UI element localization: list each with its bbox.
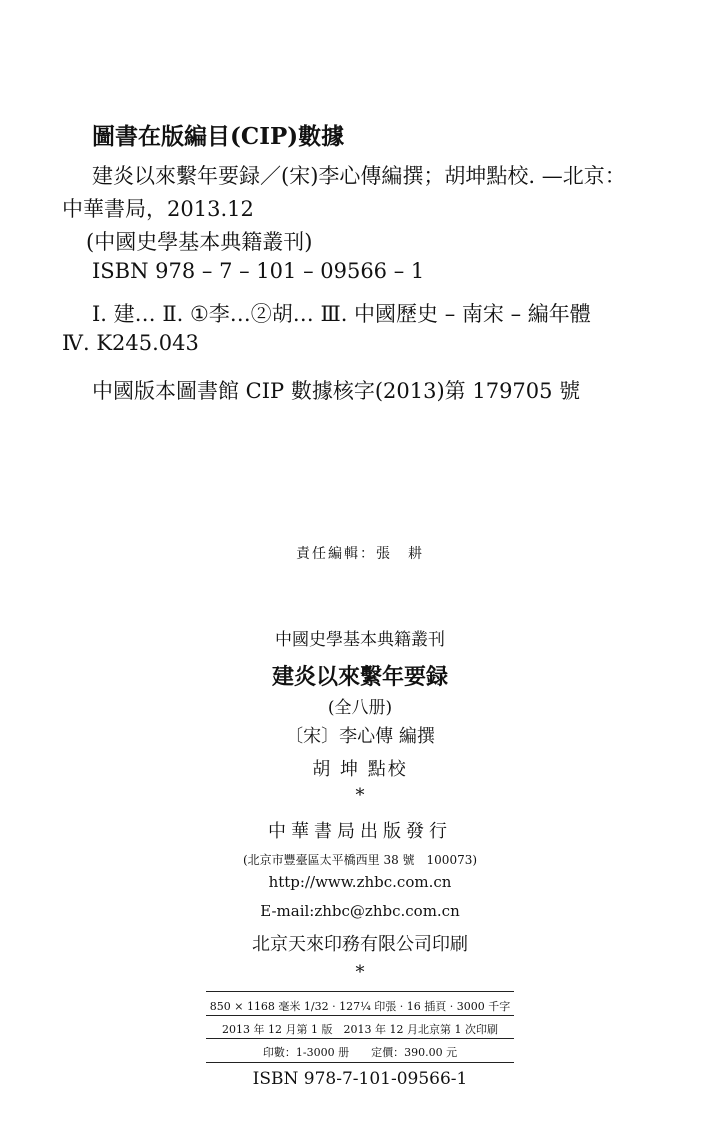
publisher-email: E-mail:zhbc@zhbc.com.cn (260, 902, 460, 920)
print-run-price: 印數：1-3000 册 定價：390.00 元 (262, 1046, 458, 1059)
responsible-editor: 責任編輯：張 耕 (296, 546, 424, 562)
author-line: 〔宋〕李心傳 編撰 (285, 726, 435, 747)
cip-line-3: (中國史學基本典籍叢刊) (86, 230, 313, 254)
cip-line-7: 中國版本圖書館 CIP 數據核字(2013)第 179705 號 (92, 379, 581, 403)
cip-line-2: 中華書局，2013.12 (62, 197, 254, 221)
volume-count: (全八册) (327, 698, 393, 718)
cip-line-4: ISBN 978 – 7 – 101 – 09566 – 1 (92, 259, 425, 283)
series-name: 中國史學基本典籍叢刊 (275, 630, 445, 650)
publisher-line: 中華書局出版發行 (268, 821, 452, 842)
divider-rule (206, 1038, 514, 1039)
printer-line: 北京天來印務有限公司印刷 (252, 934, 468, 955)
divider-rule (206, 1015, 514, 1016)
format-spec: 850 × 1168 毫米 1/32 · 127¼ 印張 · 16 插頁 · 3000 千字 (209, 1000, 511, 1013)
divider-rule (206, 1062, 514, 1063)
cip-heading: 圖書在版編目(CIP)數據 (92, 123, 345, 150)
separator-star: * (355, 962, 365, 983)
divider-rule (206, 991, 514, 992)
edition-spec: 2013 年 12 月第 1 版 2013 年 12 月北京第 1 次印刷 (222, 1023, 498, 1036)
cip-line-5: Ⅰ. 建… Ⅱ. ①李…②胡… Ⅲ. 中國歷史 – 南宋 – 編年體 (92, 302, 591, 326)
cip-line-1: 建炎以來繫年要録／(宋)李心傳編撰；胡坤點校. —北京： (92, 164, 626, 188)
book-title: 建炎以來繫年要録 (271, 664, 448, 690)
annotator-line: 胡 坤 點校 (312, 759, 408, 780)
separator-star: * (355, 785, 365, 806)
publisher-address: (北京市豐臺區太平橋西里 38 號 100073) (242, 853, 478, 867)
isbn-bottom: ISBN 978-7-101-09566-1 (252, 1069, 468, 1089)
publisher-url: http://www.zhbc.com.cn (268, 873, 452, 891)
cip-line-6: Ⅳ. K245.043 (62, 331, 199, 355)
